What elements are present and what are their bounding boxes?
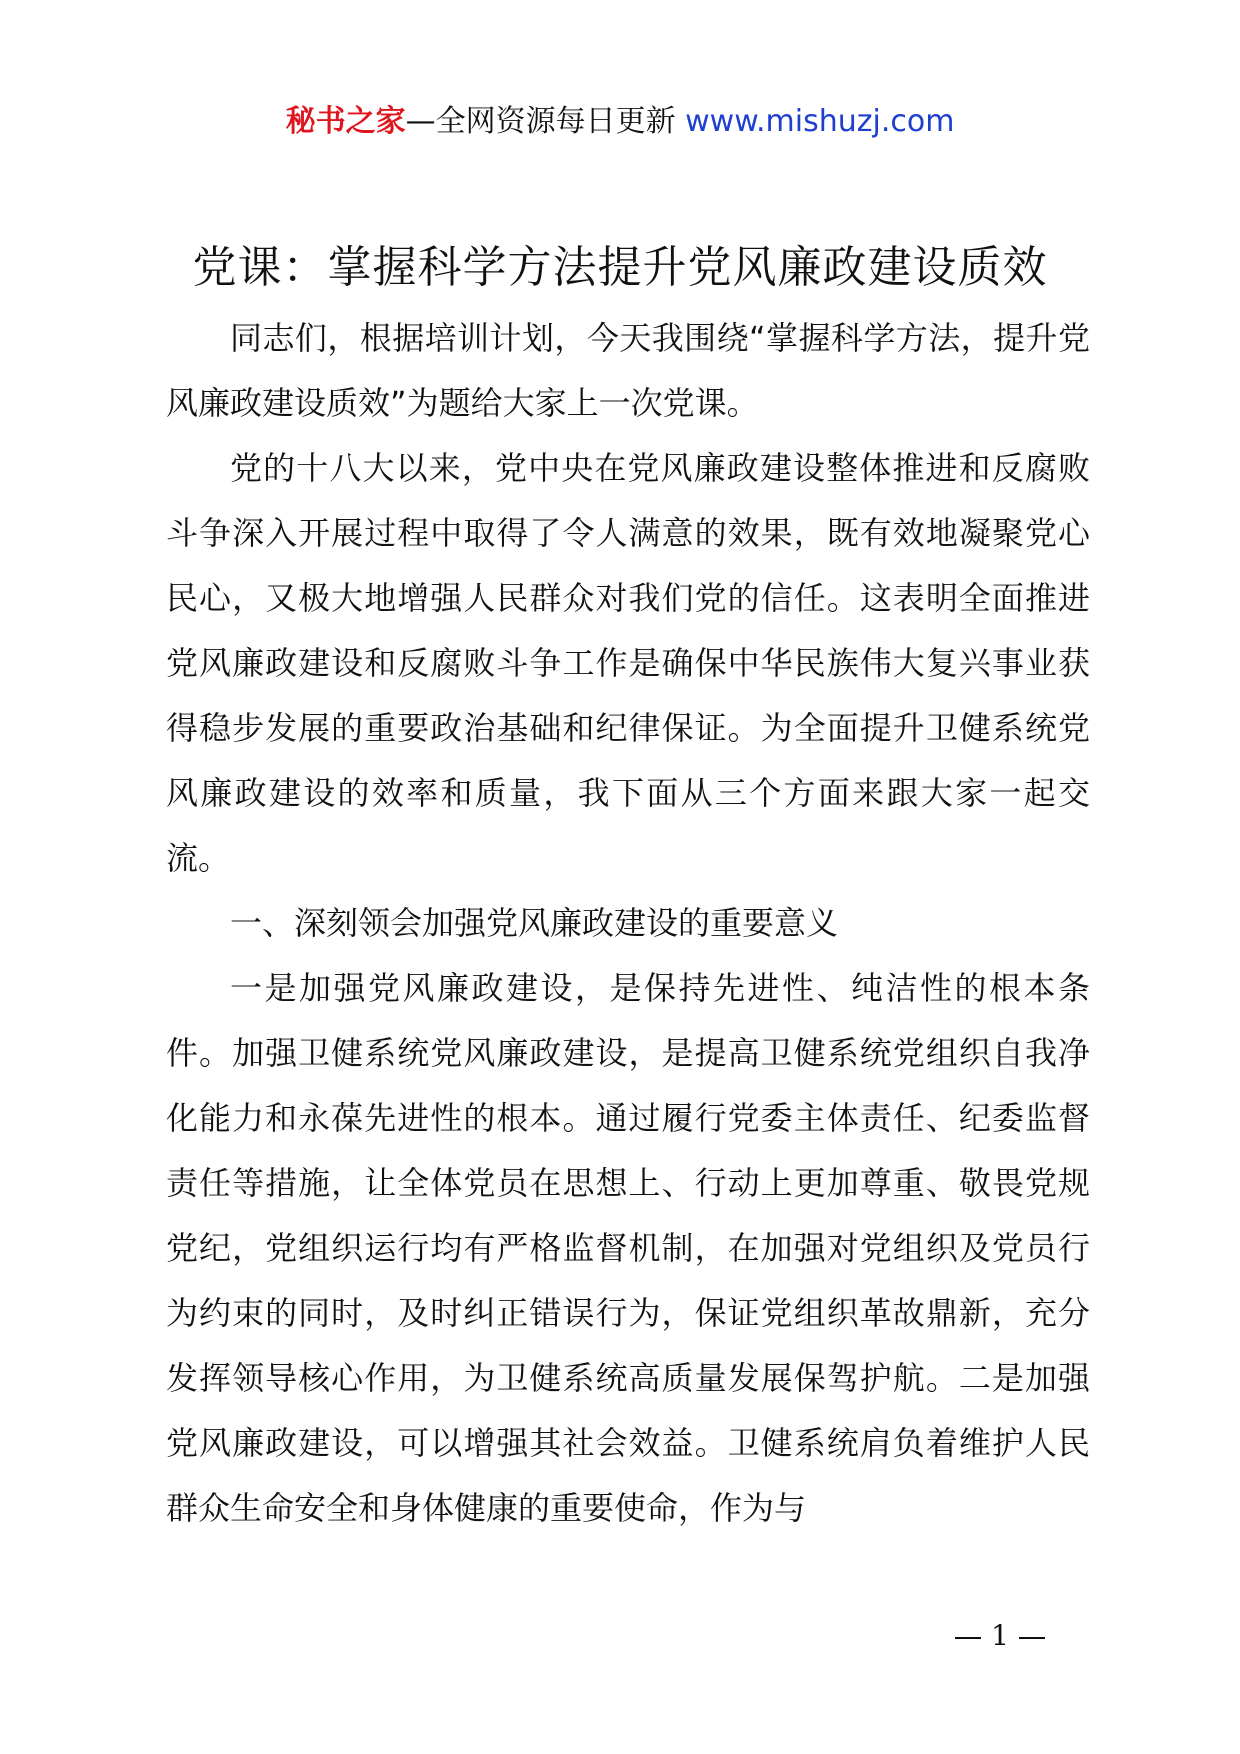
site-header (0, 102, 1240, 142)
page-footer (940, 1616, 1060, 1656)
paragraph: 一是加强党风廉政建设，是保持先进性、纯洁性的根本条件。加强卫健系统党风廉政建设，是提高卫健系统党组织自我净化能力和永葆先进性的根本。通过履行党委主体责任、纪委监督责任等措施，让全体党员在思想上、行动上更加尊重、敬畏党规党纪，党组织运行均有严格监督机制，在加强对党组织及党员行为约束的同时，及时纠正错误行为，保证党组织革故鼎新，充分发挥领导核心作用，为卫健系统高质量发展保驾护航。二是加强党风廉政建设，可以增强其社会效益。卫健系统肩负着维护人民群众生命安全和身体健康的重要使命，作为与 (166, 969, 1090, 1527)
footer-dash-left (955, 1637, 981, 1639)
footer-dash-right (1019, 1637, 1045, 1639)
site-url: www.mishuzj.com (685, 104, 955, 139)
page-number: 1 (991, 1619, 1009, 1652)
site-tagline: —全网资源每日更新 (405, 104, 676, 139)
paragraph: 同志们，根据培训计划，今天我围绕“掌握科学方法，提升党风廉政建设质效”为题给大家上一次党课。 (166, 319, 1090, 422)
document-body (166, 306, 1090, 1541)
site-brand: 秘书之家 (285, 104, 406, 139)
section-heading: 一、深刻领会加强党风廉政建设的重要意义 (230, 904, 839, 942)
paragraph: 党的十八大以来，党中央在党风廉政建设整体推进和反腐败斗争深入开展过程中取得了令人满意的效果，既有效地凝聚党心民心，又极大地增强人民群众对我们党的信任。这表明全面推进党风廉政建设和反腐败斗争工作是确保中华民族伟大复兴事业获得稳步发展的重要政治基础和纪律保证。为全面提升卫健系统党风廉政建设的效率和质量，我下面从三个方面来跟大家一起交流。 (166, 449, 1090, 877)
document-title: 党课：掌握科学方法提升党风廉政建设质效 (192, 242, 1048, 293)
